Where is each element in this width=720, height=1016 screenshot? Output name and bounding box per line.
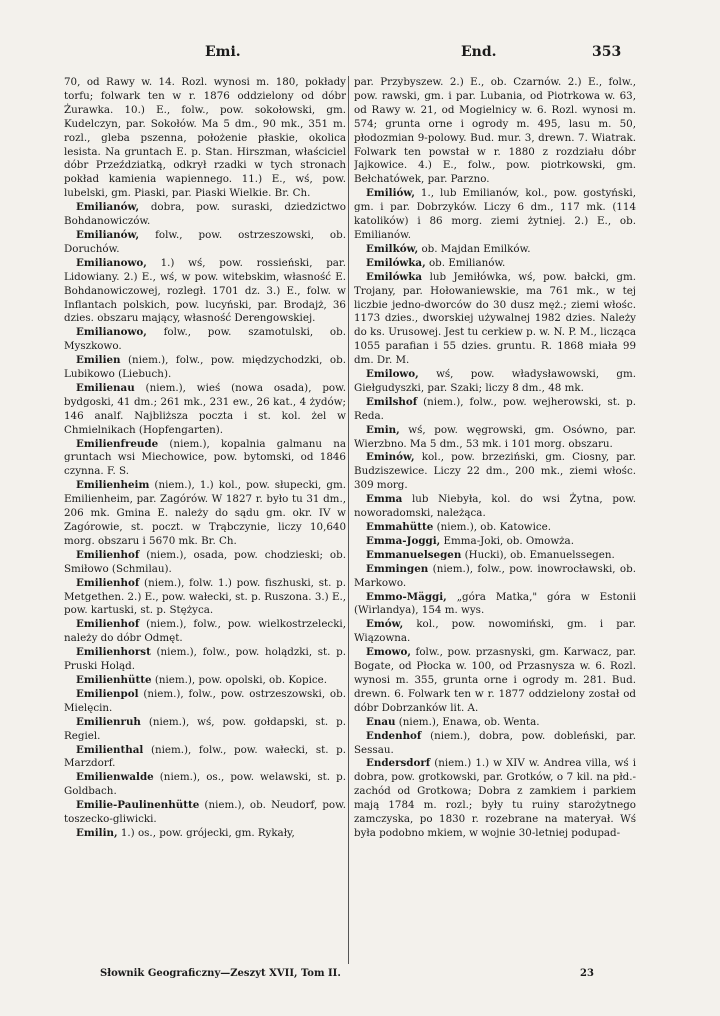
dictionary-entry <box>354 493 636 521</box>
dictionary-entry <box>354 187 636 243</box>
footer-signature: Słownik Geograficzny—Zeszyt XVII, Tom II. <box>100 968 341 979</box>
entry-headword: Emilienruh <box>76 715 141 728</box>
dictionary-entry <box>354 591 636 619</box>
entry-text: folw., pow. ostrzeszowski, ob. Doruchów. <box>64 228 346 255</box>
entry-headword: Emma-Joggi, <box>366 534 441 547</box>
dictionary-entry <box>354 549 636 563</box>
dictionary-entry <box>354 757 636 840</box>
entry-text: (niem.), dobra, pow. dobleński, par. Sessau. <box>354 729 636 756</box>
entry-text: (Hucki), ob. Emanuelssegen. <box>461 548 615 561</box>
entry-headword: Emilków, <box>366 242 419 255</box>
entry-text: (niem.), folw., pow. wielkostrzelecki, należy do dóbr Odmęt. <box>64 618 346 645</box>
entry-headword: Endenhof <box>366 729 422 742</box>
entry-text: (niem.), folw., pow. wejherowski, st. p. Reda. <box>354 395 636 422</box>
entry-headword: Emilienhof <box>76 618 140 631</box>
entry-headword: Emilianowo, <box>76 326 147 339</box>
entry-text: folw., pow. przasnyski, gm. Karwacz, par. Bogate, od Płocka w. 100, od Przasnysza w. 6. Rozl. wynosi m. 355, grunta orne i ogrody m. 281. Bud. drewn. 6. Folwark ten w r. 1877 oddzielony został od dóbr Dobrzanków lit. A. <box>354 646 636 714</box>
entry-text: wś, pow. władysławowski, gm. Giełgudyszki, par. Szaki; liczy 8 dm., 48 mk. <box>354 368 636 394</box>
entry-headword: Emilówka, <box>366 256 426 269</box>
dictionary-entry <box>64 771 346 799</box>
dictionary-entry <box>64 577 346 619</box>
entry-text: par. Przybyszew. 2.) E., ob. Czarnów. 2.) E., folw., pow. rawski, gm. i par. Lubania, od Piotrkowa w. 63, od Rawy w. 21, od Mogielnicy w. 6. Rozl. wynosi m. 574; grunta orne i ogrody m. 495, lasu m. 50, płodozmian 9-polowy. Bud. mur. 3, drewn. 7. Wiatrak. Folwark ten powstał w r. 1880 z rozdziału dóbr Jajkowice. 4.) E., folw., pow. piotrkowski, gm. Bełchatówek, par. Parzno. <box>354 76 636 186</box>
entry-text: (niem.), kopalnia galmanu na gruntach wsi Miechowice, pow. bytomski, od 1846 czynna. F. S. <box>64 437 346 478</box>
entry-headword: Emilien <box>76 354 121 367</box>
entry-headword: Emilienfreude <box>76 437 159 450</box>
dictionary-entry <box>64 646 346 674</box>
entry-headword: Emma <box>366 493 403 506</box>
entry-text: lub Niebyła, kol. do wsi Żytna, pow. noworadomski, należąca. <box>354 493 636 520</box>
entry-text: (niem.), wś, pow. gołdapski, st. p. Regiel. <box>64 715 346 742</box>
entry-text: (niem.), ob. Katowice. <box>433 521 552 533</box>
dictionary-entry <box>64 201 346 229</box>
entry-text: (niem.), folw., pow. inowrocławski, ob. Markowo. <box>354 562 636 589</box>
entry-text: 1.) os., pow. grójecki, gm. Rykały, <box>117 826 295 839</box>
dictionary-entry <box>64 674 346 688</box>
entry-headword: Emilshof <box>366 395 418 408</box>
dictionary-entry <box>64 688 346 716</box>
entry-headword: Eminów, <box>366 451 415 464</box>
running-header-right: End. <box>461 44 497 60</box>
right-column <box>354 76 636 964</box>
entry-headword: Enau <box>366 715 396 728</box>
dictionary-entry <box>64 326 346 354</box>
left-column <box>64 76 346 964</box>
entry-headword: Emilin, <box>76 826 118 839</box>
entry-text: (niem.), folw., pow. międzychodzki, ob. Lubikowo (Liebuch). <box>64 354 346 381</box>
footer-signature-number: 23 <box>580 968 594 979</box>
entry-text: 1.) wś, pow. rossieński, par. Lidowiany. 2.) E., wś, w pow. witebskim, własność E. Bohdanowiczowej, rozległ. 1701 dz. 3.) E., folw. w Inflantach polskich, pow. lucyński, par. Brodajż, 36 dzies. obszaru mający, własność Derengowskiej. <box>64 256 346 325</box>
entry-headword: Emilienwalde <box>76 771 154 784</box>
entry-text: (niem.), wieś (nowa osada), pow. bydgoski, 41 dm.; 261 mk., 231 ew., 26 kat., 4 żydów; 146 analf. Najbliższa poczta i st. kol. żel w Chmielnikach (Hopfengarten). <box>64 381 346 436</box>
entry-text: folw., pow. szamotulski, ob. Myszkowo. <box>64 326 346 353</box>
entry-headword: Emilie-Paulinenhütte <box>76 799 200 812</box>
entry-text: Emma-Joki, ob. Omowża. <box>440 534 574 547</box>
entry-text: (niem.), folw., pow. wałecki, st. p. Marzdorf. <box>64 743 346 770</box>
dictionary-entry <box>354 76 636 187</box>
entry-text: (niem.) 1.) w XIV w. Andrea villa, wś i dobra, pow. grotkowski, par. Grotków, o 7 kil. na płd.-zachód od Grotkowa; Dobra z zamkiem i parkiem mają 1784 m. rozl.; były tu ruiny starożytnego zamczyska, po 1830 r. rozebrane na materyał. Wś była podobno mkiem, w wojnie 30-letniej podupad- <box>354 757 636 839</box>
entry-headword: Emilienpol <box>76 687 139 700</box>
entry-text: (niem.), ob. Neudorf, pow. toszecko-gliwicki. <box>64 799 346 826</box>
entry-text: (niem.), Enawa, ob. Wenta. <box>395 715 540 728</box>
dictionary-entry <box>64 827 346 841</box>
entry-headword: Endersdorf <box>366 757 431 770</box>
entry-headword: Emmahütte <box>366 521 434 533</box>
dictionary-entry <box>64 744 346 772</box>
entry-text: kol., pow. nowomiński, gm. i par. Wiązowna. <box>354 618 636 645</box>
entry-headword: Emilianów, <box>76 201 140 214</box>
dictionary-entry <box>64 438 346 480</box>
entry-headword: Emmanuelsegen <box>366 548 462 561</box>
dictionary-entry <box>354 257 636 271</box>
entry-headword: Emilienhof <box>76 576 140 589</box>
dictionary-entry <box>354 396 636 424</box>
entry-headword: Emmingen <box>366 562 429 575</box>
dictionary-entry <box>64 479 346 549</box>
entry-headword: Emilianów, <box>76 228 140 241</box>
entry-text: ob. Majdan Emilków. <box>418 242 531 255</box>
dictionary-entry <box>64 799 346 827</box>
column-divider <box>348 76 349 964</box>
entry-text: (niem.), folw., pow. holądzki, st. p. Pruski Holąd. <box>64 646 346 673</box>
entry-headword: Emiliów, <box>366 187 415 200</box>
entry-text: (niem.), 1.) kol., pow. słupecki, gm. Emilienheim, par. Zagórów. W 1827 r. było tu 31 dm., 206 mk. Gmina E. należy do sądu gm. okr. IV w Zagórowie, st. poczt. w Trąbczynie, liczy 10,640 morg. obszaru i 5670 mk. Br. Ch. <box>64 479 346 547</box>
dictionary-entry <box>354 424 636 452</box>
dictionary-entry <box>354 716 636 730</box>
entry-text: lub Jemiłówka, wś, pow. bałcki, gm. Trojany, par. Hołowaniewskie, ma 761 mk., w tej liczbie jedno-dworców do 30 dusz męż.; ziemi włośc. 1173 dzies., dworskiej używalnej 1982 dzies. Należy do ks. Urusowej. Jest tu cerkiew p. w. N. P. M., licząca 1055 parafian i 55 dzies. gruntu. R. 1868 miała 99 dm. Dr. M. <box>354 270 636 367</box>
entry-headword: Emilienhütte <box>76 673 152 686</box>
entry-headword: Emmo-Mäggi, <box>366 590 447 603</box>
entry-text: (niem.), osada, pow. chodzieski; ob. Smiłowo (Schmilau). <box>64 548 346 575</box>
dictionary-entry <box>354 730 636 758</box>
entry-text: (niem.), pow. opolski, ob. Kopice. <box>151 673 328 686</box>
dictionary-entry <box>64 716 346 744</box>
dictionary-entry <box>64 618 346 646</box>
running-header-left: Emi. <box>205 44 241 60</box>
entry-headword: Emilówka <box>366 270 423 283</box>
entry-headword: Emilienau <box>76 381 135 394</box>
entry-text: kol., pow. brzeziński, gm. Ciosny, par. Budziszewice. Liczy 22 dm., 200 mk., ziemi włośc. 309 morg. <box>354 451 636 492</box>
dictionary-entry <box>354 535 636 549</box>
entry-headword: Emilienhorst <box>76 646 151 659</box>
entry-text: wś, pow. węgrowski, gm. Osówno, par. Wierzbno. Ma 5 dm., 53 mk. i 101 morg. obszaru. <box>354 423 636 450</box>
entry-headword: Emilienheim <box>76 479 150 492</box>
dictionary-entry <box>354 521 636 535</box>
dictionary-entry <box>354 646 636 716</box>
entry-headword: Emów, <box>366 618 404 631</box>
dictionary-entry <box>64 354 346 382</box>
dictionary-entry <box>354 451 636 493</box>
entry-headword: Emilianowo, <box>76 256 147 269</box>
dictionary-entry <box>354 563 636 591</box>
page-number: 353 <box>592 44 622 60</box>
dictionary-entry <box>64 549 346 577</box>
dictionary-entry <box>64 382 346 438</box>
dictionary-entry <box>64 257 346 327</box>
dictionary-entry <box>354 618 636 646</box>
entry-headword: Emin, <box>366 423 400 436</box>
entry-headword: Emilienthal <box>76 743 144 756</box>
dictionary-entry <box>354 271 636 368</box>
dictionary-entry <box>354 368 636 396</box>
entry-text: 1., lub Emilianów, kol., pow. gostyński, gm. i par. Dobrzyków. Liczy 6 dm., 117 mk. (114 katolików) i 86 morg. ziemi żytniej. 2.) E., ob. Emilianów. <box>354 187 636 241</box>
dictionary-entry <box>354 243 636 257</box>
entry-headword: Emilienhof <box>76 548 140 561</box>
entry-text: (niem.), os., pow. welawski, st. p. Goldbach. <box>64 771 346 798</box>
entry-text: (niem.), folw., pow. ostrzeszowski, ob. Mielęcin. <box>64 687 346 714</box>
entry-text: dobra, pow. suraski, dziedzictwo Bohdanowiczów. <box>64 201 346 228</box>
entry-text: (niem.), folw. 1.) pow. fiszhuski, st. p. Metgethen. 2.) E., pow. wałecki, st. p. Ruszona. 3.) E., pow. kartuski, st. p. Stężyca. <box>64 576 346 617</box>
dictionary-entry <box>64 229 346 257</box>
entry-headword: Emilowo, <box>366 368 419 381</box>
entry-headword: Emowo, <box>366 646 411 659</box>
entry-text: 70, od Rawy w. 14. Rozl. wynosi m. 180, pokłady torfu; folwark ten w r. 1876 oddzielony od dóbr Żurawka. 10.) E., folw., pow. sokołowski, gm. Kudelczyn, par. Sokołów. Ma 5 dm., 90 mk., 351 m. rozl., gleba pszenna, położenie płaskie, okolica lesista. Na gruntach E. p. Stan. Hirszman, właściciel dóbr Przeździatką, odkrył rzadki w tych stronach pokład kamienia wapiennego. 11.) E., wś, pow. lubelski, gm. Piaski, par. Piaski Wielkie. Br. Ch. <box>64 76 346 200</box>
entry-text: ob. Emilianów. <box>425 256 506 269</box>
entry-text: „góra Matka," góra w Estonii (Wirlandya), 154 m. wys. <box>354 590 636 617</box>
dictionary-entry <box>64 76 346 201</box>
